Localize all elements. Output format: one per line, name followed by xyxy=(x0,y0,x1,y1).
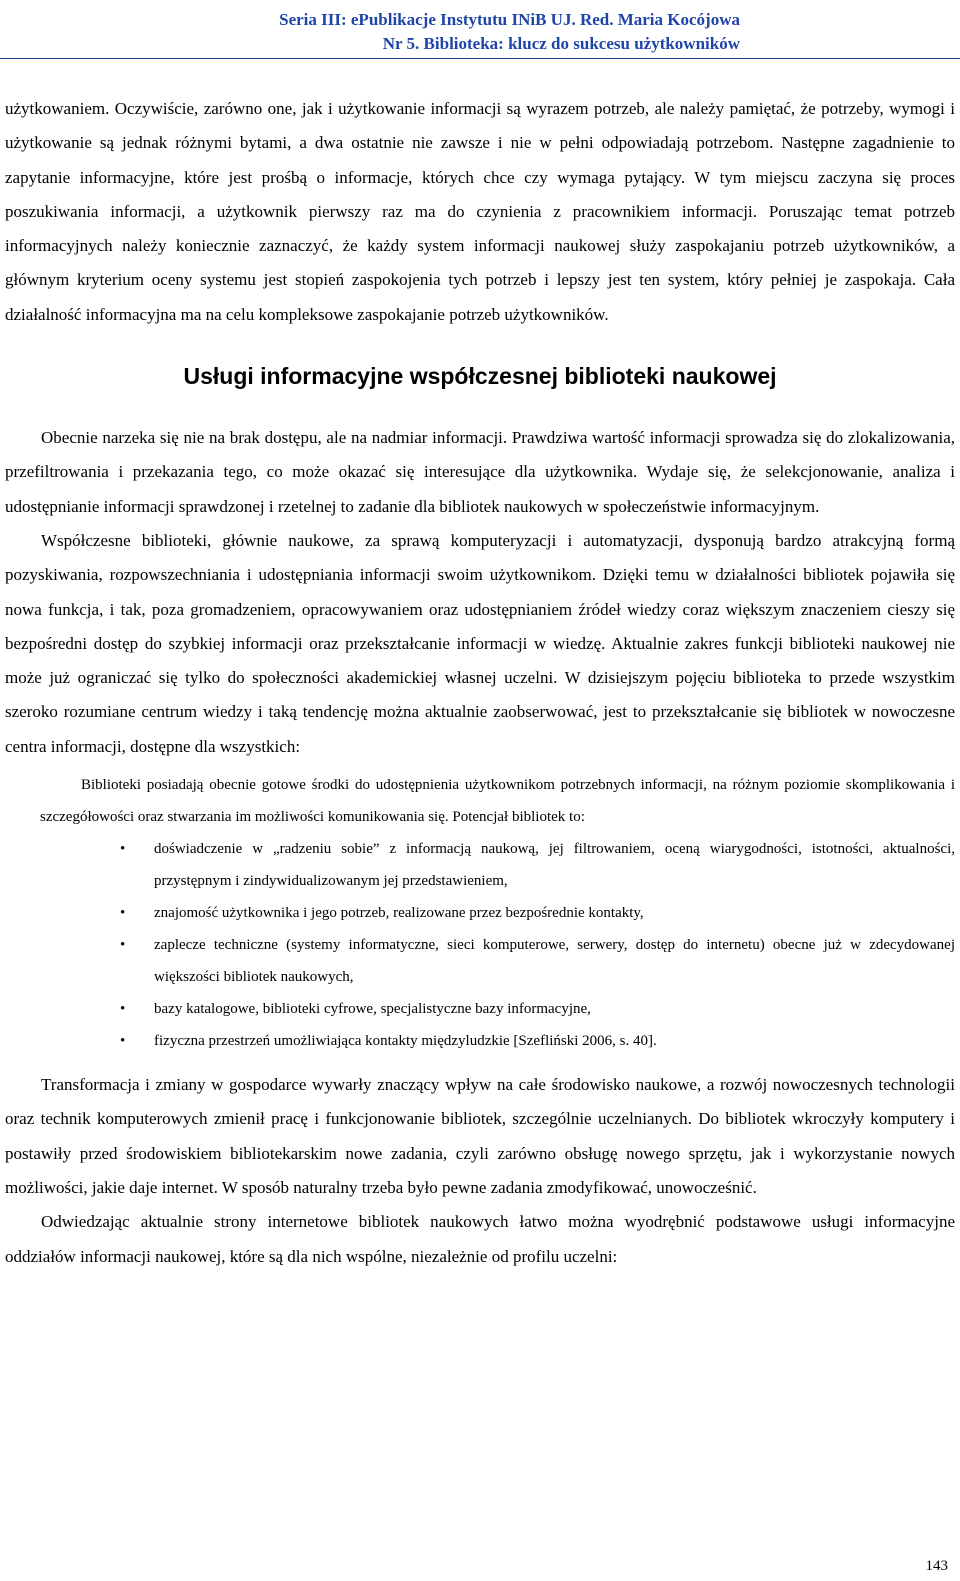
body-paragraph: Obecnie narzeka się nie na brak dostępu, ale na nadmiar informacji. Prawdziwa wartość informacji sprowadza się do zlokalizowania, przefiltrowania i przekazania tego, co może okazać się interesujące dla użytkownika. Wydaje się, że selekcjonowanie, analiza i udostępnianie informacji sprawdzonej i rzetelnej to zadanie dla bibliotek naukowych w społeczeństwie informacyjnym. xyxy=(5,428,955,516)
list-item-text: znajomość użytkownika i jego potrzeb, realizowane przez bezpośrednie kontakty, xyxy=(154,905,644,922)
bullet-icon: • xyxy=(120,841,126,858)
list-item-text: bazy katalogowe, biblioteki cyfrowe, specjalistyczne bazy informacyjne, xyxy=(154,1001,591,1018)
list-item-text: zaplecze techniczne (systemy informatyczne, sieci komputerowe, serwery, dostęp do internetu) obecne już w zdecydowanej większości bibliotek naukowych, xyxy=(154,937,955,986)
body-paragraph: Współczesne biblioteki, głównie naukowe, za sprawą komputeryzacji i automatyzacji, dysponują bardzo atrakcyjną formą pozyskiwania, rozpowszechniania i udostępniania informacji swoim użytkownikom. Dzięki temu w działalności bibliotek pojawiła się nowa funkcja, i tak, poza gromadzeniem, opracowywaniem oraz udostępnianiem źródeł wiedzy coraz większym znaczeniem cieszy się bezpośredni dostęp do szybkiej informacji oraz przekształcanie informacji w wiedzę. Aktualnie zakres funkcji biblioteki naukowej nie może już ograniczać się tylko do społeczności akademickiej własnej uczelni. W dzisiejszym pojęciu biblioteka to przede wszystkim szeroko rozumiane centrum wiedzy i taką tendencję można aktualnie zaobserwować, jest to przekształcanie się bibliotek w nowoczesne centra informacji, dostępne dla wszystkich: xyxy=(5,530,955,756)
bullet-list xyxy=(40,833,955,1057)
section-heading: Usługi informacyjne współczesnej biblioteki naukowej xyxy=(183,363,777,390)
header-issue-line: Nr 5. Biblioteka: klucz do sukcesu użytkowników xyxy=(382,34,740,53)
quote-intro: Biblioteki posiadają obecnie gotowe środki do udostępnienia użytkownikom potrzebnych informacji, na różnym poziomie skomplikowania i szczegółowości oraz stwarzania im możliwości komunikowania się. Potencjał bibliotek to: xyxy=(40,777,955,825)
body-paragraph: Transformacja i zmiany w gospodarce wywarły znaczący wpływ na całe środowisko naukowe, a rozwój nowoczesnych technologii oraz technik komputerowych zmienił pracę i funkcjonowanie bibliotek, szczególnie uczelnianych. Do bibliotek wkroczyły komputery i postawiły przed środowiskiem bibliotekarskim nowe zadania, czyli zarówno obsługę nowego sprzętu, jak i wykorzystanie nowych możliwości, jakie daje internet. W sposób naturalny trzeba było pewne zadania zmodyfikować, unowocześnić. xyxy=(5,1075,955,1197)
bullet-icon: • xyxy=(120,937,126,954)
closing-paragraphs xyxy=(5,1068,955,1274)
page-number: 143 xyxy=(925,1558,948,1574)
block-quote xyxy=(40,770,955,1057)
list-item xyxy=(40,929,955,993)
bullet-icon: • xyxy=(120,1033,126,1050)
body-paragraph: Odwiedzając aktualnie strony internetowe bibliotek naukowych łatwo można wyodrębnić podstawowe usługi informacyjne oddziałów informacji naukowej, które są dla nich wspólne, niezależnie od profilu uczelni: xyxy=(5,1212,955,1266)
list-item xyxy=(40,897,955,929)
bullet-icon: • xyxy=(120,905,126,922)
running-header xyxy=(0,8,960,59)
list-item xyxy=(40,1025,955,1057)
list-item xyxy=(40,993,955,1025)
page-body xyxy=(5,92,955,1274)
body-paragraph: użytkowaniem. Oczywiście, zarówno one, jak i użytkowanie informacji są wyrazem potrzeb, ale należy pamiętać, że potrzeby, wymogi i użytkowanie są jednak różnymi bytami, a dwa ostatnie nie zawsze i nie w pełni odpowiadają potrzebom. Następne zagadnienie to zapytanie informacyjne, które jest prośbą o informacje, których chce czy wymaga pytający. W tym miejscu zaczyna się proces poszukiwania informacji, a użytkownik pierwszy raz ma do czynienia z pracownikiem informacji. Poruszając temat potrzeb informacyjnych należy koniecznie zaznaczyć, że każdy system informacji naukowej służy zaspokajaniu potrzeb użytkowników, a głównym kryterium oceny systemu jest stopień zaspokojenia tych potrzeb i lepszy jest ten system, który pełniej je zaspokaja. Cała działalność informacyjna ma na celu kompleksowe zaspokajanie potrzeb użytkowników. xyxy=(5,99,955,324)
header-series-line: Seria III: ePublikacje Instytutu INiB UJ. Red. Maria Kocójowa xyxy=(279,10,740,29)
list-item-text: fizyczna przestrzeń umożliwiająca kontakty międzyludzkie [Szefliński 2006, s. 40]. xyxy=(154,1033,657,1050)
list-item xyxy=(40,833,955,897)
bullet-icon: • xyxy=(120,1001,126,1018)
list-item-text: doświadczenie w „radzeniu sobie” z informacją naukową, jej filtrowaniem, oceną wiarygodności, istotności, aktualności, przystępnym i zindywidualizowanym jej przedstawieniem, xyxy=(154,841,955,890)
